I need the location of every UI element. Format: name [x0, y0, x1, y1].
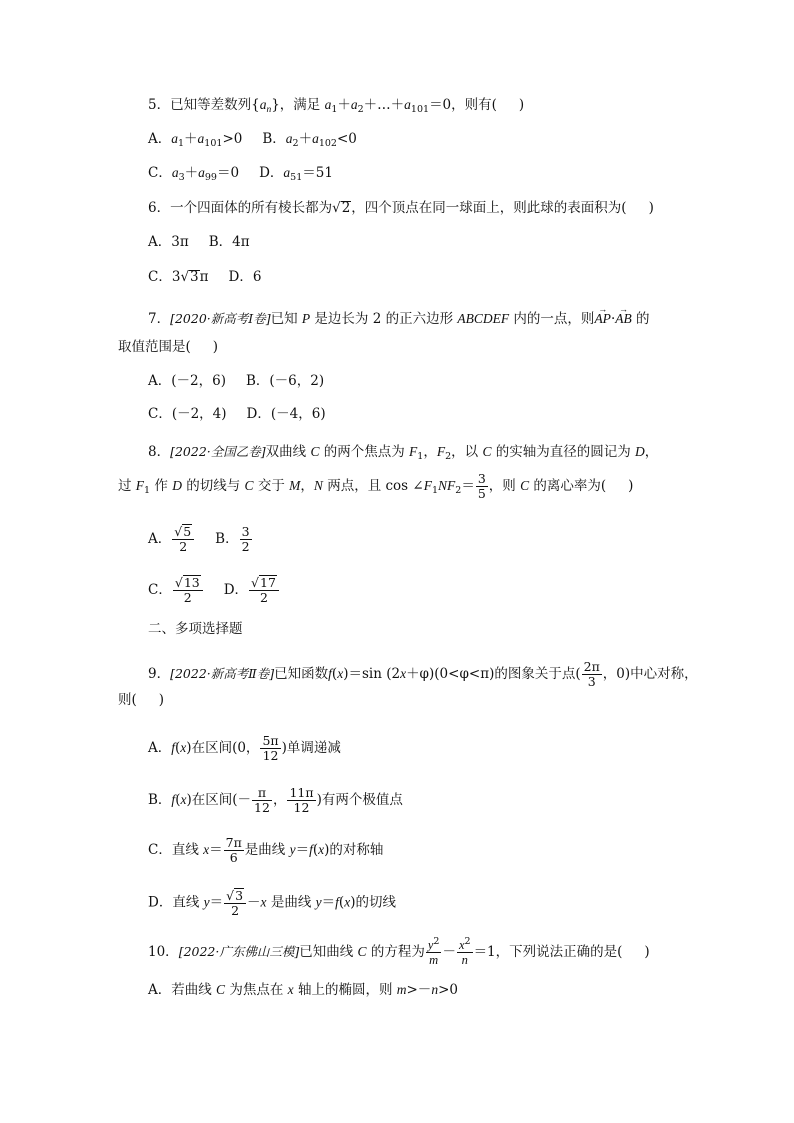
vector-ap: → AP: [594, 310, 611, 328]
q6-option-d: D．6: [228, 269, 262, 285]
q8-option-a: A． $\frac{√5}{2}$: [148, 531, 195, 547]
q9-option-b: B．f(x)在区间(－ $\frac{\pi}{12}$ ， $\frac{11\pi}{12}$ )有两个极值点: [148, 785, 403, 815]
q8-options-cd: [148, 575, 280, 605]
q7-options-cd: [148, 405, 326, 423]
q9-stem-line2: 则( ): [118, 692, 165, 708]
q8-source: [2022·全国乙卷]: [170, 444, 266, 459]
q10-option-a: A．若曲线 C 为焦点在 x 轴上的椭圆，则 m>－n>0: [148, 982, 458, 998]
q8-option-b: B． $\frac{3}{2}$: [215, 523, 250, 554]
q6-stem: 6．一个四面体的所有棱长都为√2，四个顶点在同一球面上，则此球的表面积为( ): [148, 200, 654, 216]
q10-stem: 10．[2022·广东佛山三模]已知曲线 C 的方程为 $\frac{y^2}{m}$ － $\frac{x^2}{n}$ ＝1，下列说法正确的是( ): [148, 936, 650, 967]
q5-options-cd: [148, 164, 333, 182]
q5-option-b: B．$a_2+a_{102}<0$: [262, 131, 357, 149]
q7-stem: 7．[2020·新高考Ⅰ卷]已知 P 是边长为 2 的正六边形 ABCDEF 内的一点，则→ AP·→ AB 的: [148, 310, 650, 328]
q9-option-d: D．直线 y＝ $\frac{√3}{2}$ －x 是曲线 y＝f(x)的切线: [148, 888, 396, 918]
q7-source: [2020·新高考Ⅰ卷]: [170, 311, 271, 326]
q6-number: 6．: [148, 200, 171, 216]
q6-option-a: A．3π: [148, 234, 189, 250]
q7-number: 7．: [148, 311, 171, 327]
q7-options-ab: [148, 372, 324, 390]
q7-option-d: D．(－4，6): [246, 406, 326, 422]
q5-option-a: A．$a_1+a_{101}>0$: [148, 131, 243, 149]
q9-option-a: A．f(x)在区间(0， $\frac{5\pi}{12}$ )单调递减: [148, 733, 341, 763]
fraction-y2-m: $\frac{y^2}{m}$: [427, 936, 440, 967]
q6-options-cd: [148, 268, 261, 286]
section-multiple-choice-heading: 二、多项选择题: [148, 621, 243, 637]
q5-option-d: D．$a_{51}=51$: [259, 165, 333, 183]
fraction-3-5: $\frac{3}{5}$: [477, 471, 486, 501]
q7-option-c: C．(－2，4): [148, 406, 227, 422]
vector-ab: → AB: [615, 310, 632, 328]
q6-options-ab: [148, 233, 250, 251]
q10-number: 10．: [148, 944, 179, 960]
q7-stem-line2: 取值范围是( ): [118, 339, 219, 355]
q8-stem: 8．[2022·全国乙卷]双曲线 C 的两个焦点为 $F_1$，$F_2$，以 C 的实轴为直径的圆记为 D，: [148, 444, 659, 462]
q6-option-c: C．3√3π: [148, 269, 209, 285]
fraction-2pi-3: $\frac{2\pi}{3}$: [583, 659, 600, 689]
q8-option-c: C． $\frac{√13}{2}$: [148, 582, 204, 598]
q9-source: [2022·新高考Ⅱ卷]: [170, 666, 275, 681]
q5-options-ab: [148, 130, 357, 148]
q7-option-b: B．(－6，2): [245, 373, 325, 389]
q8-options-ab: [148, 524, 253, 554]
q8-number: 8．: [148, 444, 171, 460]
q9-number: 9．: [148, 666, 171, 682]
q8-stem-line2: 过 $F_1$ 作 D 的切线与 C 交于 M，N 两点，且 $\cos \angle F_1NF_2=$ $\frac{3}{5}$ ，则 C 的离心率为( ): [118, 471, 634, 501]
q10-source: [2022·广东佛山三模]: [178, 944, 300, 959]
q8-option-d: D． $\frac{√17}{2}$: [224, 582, 280, 598]
fraction-x2-n: $\frac{x^2}{n}$: [458, 936, 471, 967]
q5-option-c: C．$a_3+a_{99}=0$: [148, 165, 240, 183]
q6-option-b: B．4π: [208, 234, 250, 250]
sqrt-2: √2: [332, 200, 351, 216]
q7-option-a: A．(－2，6): [148, 373, 226, 389]
q5-number: 5．: [148, 97, 171, 113]
q9-option-c: C．直线 x＝ $\frac{7\pi}{6}$ 是曲线 y＝f(x)的对称轴: [148, 835, 384, 865]
q5-stem: 5．已知等差数列$\{a_n\}$，满足 $a_1+a_2+\dots+a_{101}=0$，则有( ): [148, 97, 525, 115]
q9-stem: 9．[2022·新高考Ⅱ卷]已知函数f(x)＝sin (2x＋φ)(0<φ<π)的图象关于点( $\frac{2\pi}{3}$ ，0)中心对称，: [148, 659, 698, 689]
